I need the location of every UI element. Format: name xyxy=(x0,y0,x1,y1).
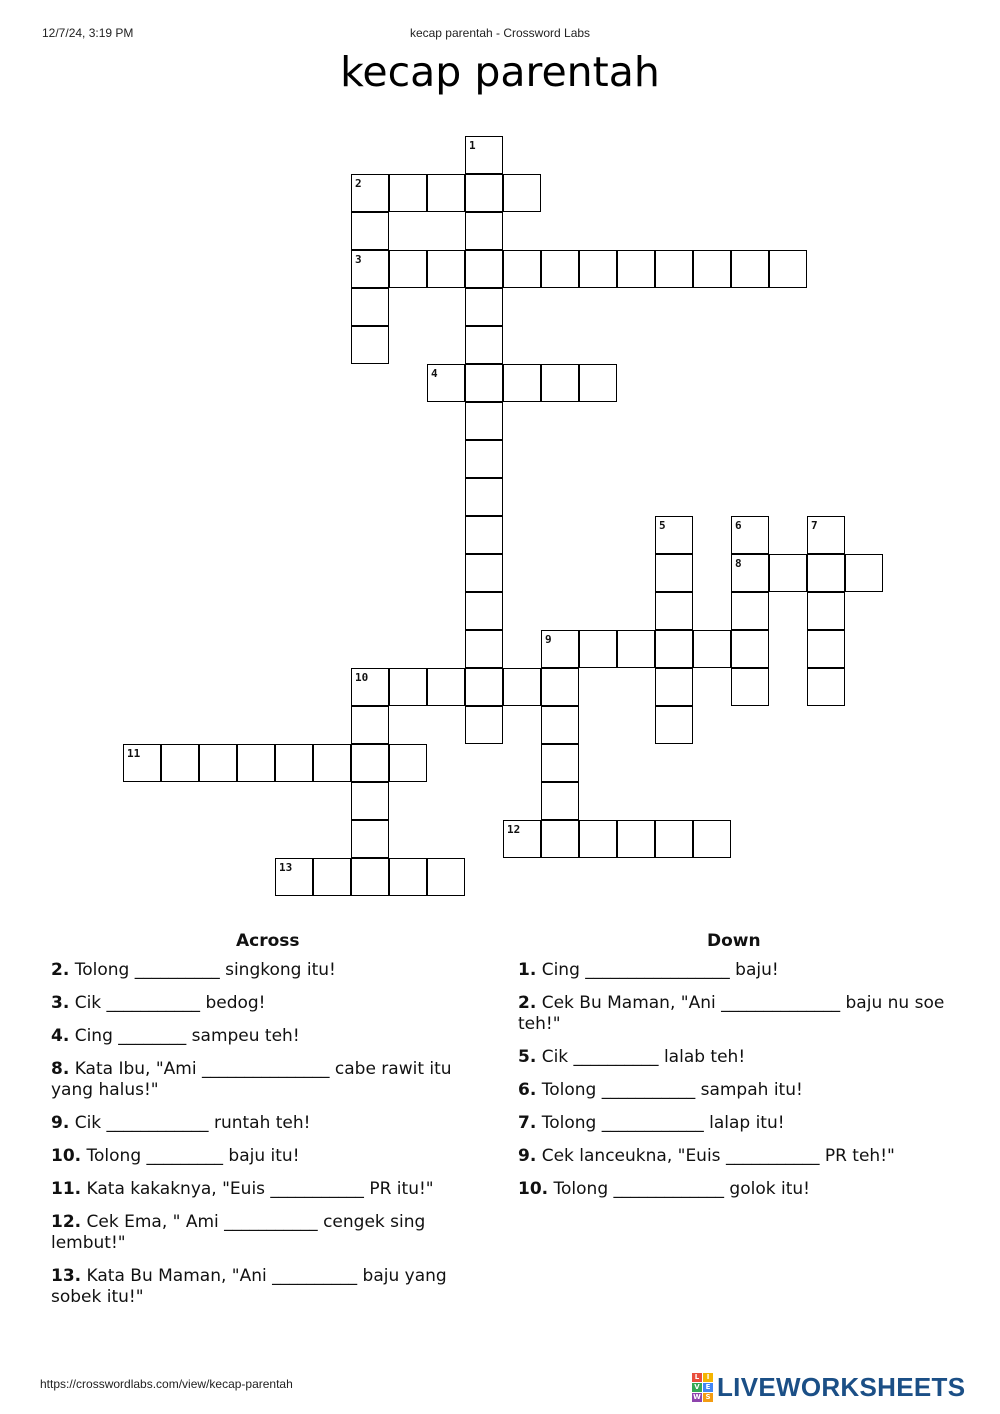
crossword-cell[interactable] xyxy=(427,364,465,402)
header-date: 12/7/24, 3:19 PM xyxy=(42,26,134,40)
crossword-cell[interactable] xyxy=(351,668,389,706)
clue-number: 4 xyxy=(431,367,438,380)
crossword-cell[interactable] xyxy=(655,706,693,744)
crossword-cell[interactable] xyxy=(427,250,465,288)
crossword-cell[interactable] xyxy=(693,820,731,858)
crossword-cell[interactable] xyxy=(655,630,693,668)
crossword-cell[interactable] xyxy=(617,250,655,288)
down-heading: Down xyxy=(707,931,761,951)
crossword-cell[interactable] xyxy=(465,630,503,668)
crossword-cell[interactable] xyxy=(313,858,351,896)
crossword-cell[interactable] xyxy=(465,402,503,440)
clue-number: 10 xyxy=(355,671,369,684)
crossword-cell[interactable] xyxy=(237,744,275,782)
logo-square: L xyxy=(692,1373,702,1382)
clue-number: 7 xyxy=(811,519,818,532)
crossword-cell[interactable] xyxy=(769,250,807,288)
crossword-cell[interactable] xyxy=(351,250,389,288)
logo-square: V xyxy=(692,1383,702,1392)
crossword-cell[interactable] xyxy=(579,630,617,668)
crossword-cell[interactable] xyxy=(617,630,655,668)
crossword-cell[interactable] xyxy=(351,326,389,364)
crossword-cell[interactable] xyxy=(465,212,503,250)
clue-across-13: 13. Kata Bu Maman, "Ani __________ baju yang sobek itu!" xyxy=(51,1266,447,1307)
clue-down-2: 2. Cek Bu Maman, "Ani ______________ baju nu soe teh!" xyxy=(518,993,945,1034)
liveworksheets-brand[interactable] xyxy=(692,1372,965,1402)
crossword-cell[interactable] xyxy=(465,592,503,630)
clue-across-2: 2. Tolong __________ singkong itu! xyxy=(51,960,336,980)
clue-across-9: 9. Cik ____________ runtah teh! xyxy=(51,1113,311,1133)
clue-across-11: 11. Kata kakaknya, "Euis ___________ PR itu!" xyxy=(51,1179,434,1199)
crossword-cell[interactable] xyxy=(351,706,389,744)
crossword-cell[interactable] xyxy=(351,174,389,212)
crossword-cell[interactable] xyxy=(693,630,731,668)
crossword-cell[interactable] xyxy=(541,706,579,744)
page-title: kecap parentah xyxy=(340,48,660,96)
crossword-cell[interactable] xyxy=(351,212,389,250)
clue-number: 11 xyxy=(127,747,141,760)
clue-down-1: 1. Cing _________________ baju! xyxy=(518,960,779,980)
crossword-cell[interactable] xyxy=(579,820,617,858)
crossword-cell[interactable] xyxy=(465,174,503,212)
crossword-cell[interactable] xyxy=(351,858,389,896)
crossword-cell[interactable] xyxy=(541,364,579,402)
clue-down-5: 5. Cik __________ lalab teh! xyxy=(518,1047,746,1067)
across-clue-list xyxy=(51,960,491,1320)
crossword-cell[interactable] xyxy=(389,174,427,212)
crossword-cell[interactable] xyxy=(807,554,845,592)
crossword-cell[interactable] xyxy=(845,554,883,592)
crossword-cell[interactable] xyxy=(199,744,237,782)
header-tab-title: kecap parentah - Crossword Labs xyxy=(409,26,591,40)
crossword-cell[interactable] xyxy=(807,592,845,630)
crossword-cell[interactable] xyxy=(807,630,845,668)
crossword-cell[interactable] xyxy=(427,174,465,212)
clue-number: 9 xyxy=(545,633,552,646)
liveworksheets-logo-icon xyxy=(692,1373,713,1402)
crossword-cell[interactable] xyxy=(731,250,769,288)
crossword-cell[interactable] xyxy=(769,554,807,592)
crossword-cell[interactable] xyxy=(351,744,389,782)
crossword-cell[interactable] xyxy=(731,554,769,592)
crossword-cell[interactable] xyxy=(655,820,693,858)
crossword-cell[interactable] xyxy=(389,668,427,706)
logo-square: I xyxy=(703,1373,713,1382)
crossword-cell[interactable] xyxy=(655,516,693,554)
crossword-cell[interactable] xyxy=(541,744,579,782)
crossword-cell[interactable] xyxy=(655,668,693,706)
crossword-cell[interactable] xyxy=(465,364,503,402)
crossword-cell[interactable] xyxy=(465,136,503,174)
clue-down-7: 7. Tolong ____________ lalap itu! xyxy=(518,1113,785,1133)
clue-number: 2 xyxy=(355,177,362,190)
crossword-cell[interactable] xyxy=(275,858,313,896)
crossword-cell[interactable] xyxy=(731,668,769,706)
clue-across-10: 10. Tolong _________ baju itu! xyxy=(51,1146,300,1166)
crossword-cell[interactable] xyxy=(503,820,541,858)
crossword-cell[interactable] xyxy=(427,858,465,896)
down-clue-list xyxy=(518,960,948,1212)
crossword-cell[interactable] xyxy=(655,554,693,592)
crossword-cell[interactable] xyxy=(389,858,427,896)
crossword-cell[interactable] xyxy=(731,592,769,630)
footer-url[interactable]: https://crosswordlabs.com/view/kecap-parentah xyxy=(40,1377,293,1391)
crossword-cell[interactable] xyxy=(389,744,427,782)
crossword-cell[interactable] xyxy=(465,668,503,706)
logo-square: S xyxy=(703,1393,713,1402)
crossword-cell[interactable] xyxy=(427,668,465,706)
clue-across-12: 12. Cek Ema, " Ami ___________ cengek sing lembut!" xyxy=(51,1212,426,1253)
clue-number: 12 xyxy=(507,823,521,836)
crossword-cell[interactable] xyxy=(541,668,579,706)
crossword-cell[interactable] xyxy=(351,288,389,326)
crossword-cell[interactable] xyxy=(465,288,503,326)
crossword-cell[interactable] xyxy=(541,820,579,858)
crossword-cell[interactable] xyxy=(617,820,655,858)
clue-number: 8 xyxy=(735,557,742,570)
across-heading: Across xyxy=(236,931,300,951)
crossword-cell[interactable] xyxy=(275,744,313,782)
crossword-cell[interactable] xyxy=(465,326,503,364)
crossword-cell[interactable] xyxy=(351,820,389,858)
crossword-cell[interactable] xyxy=(731,630,769,668)
crossword-cell[interactable] xyxy=(503,250,541,288)
crossword-cell[interactable] xyxy=(465,478,503,516)
crossword-cell[interactable] xyxy=(807,668,845,706)
crossword-cell[interactable] xyxy=(465,706,503,744)
clue-across-4: 4. Cing ________ sampeu teh! xyxy=(51,1026,300,1046)
clue-number: 3 xyxy=(355,253,362,266)
crossword-cell[interactable] xyxy=(389,250,427,288)
logo-square: W xyxy=(693,1392,701,1401)
clue-down-9: 9. Cek lanceukna, "Euis ___________ PR teh!" xyxy=(518,1146,895,1166)
crossword-cell[interactable] xyxy=(541,782,579,820)
crossword-cell[interactable] xyxy=(465,516,503,554)
brand-text: LIVEWORKSHEETS xyxy=(717,1371,966,1402)
crossword-cell[interactable] xyxy=(503,668,541,706)
crossword-cell[interactable] xyxy=(123,744,161,782)
clue-number: 6 xyxy=(735,519,742,532)
crossword-cell[interactable] xyxy=(313,744,351,782)
crossword-cell[interactable] xyxy=(579,364,617,402)
crossword-cell[interactable] xyxy=(503,364,541,402)
crossword-cell[interactable] xyxy=(807,516,845,554)
crossword-cell[interactable] xyxy=(541,630,579,668)
crossword-cell[interactable] xyxy=(655,592,693,630)
clue-number: 13 xyxy=(279,861,293,874)
crossword-cell[interactable] xyxy=(655,250,693,288)
crossword-cell[interactable] xyxy=(731,516,769,554)
clue-number: 5 xyxy=(659,519,666,532)
crossword-cell[interactable] xyxy=(465,250,503,288)
clue-across-8: 8. Kata Ibu, "Ami _______________ cabe rawit itu yang halus!" xyxy=(51,1059,452,1100)
logo-square: E xyxy=(703,1383,713,1392)
crossword-cell[interactable] xyxy=(465,440,503,478)
clue-down-10: 10. Tolong _____________ golok itu! xyxy=(518,1179,810,1199)
clue-number: 1 xyxy=(469,139,476,152)
crossword-cell[interactable] xyxy=(161,744,199,782)
crossword-cell[interactable] xyxy=(579,250,617,288)
crossword-cell[interactable] xyxy=(351,782,389,820)
clue-across-3: 3. Cik ___________ bedog! xyxy=(51,993,266,1013)
crossword-cell[interactable] xyxy=(541,250,579,288)
crossword-cell[interactable] xyxy=(465,554,503,592)
crossword-cell[interactable] xyxy=(693,250,731,288)
clue-down-6: 6. Tolong ___________ sampah itu! xyxy=(518,1080,803,1100)
crossword-cell[interactable] xyxy=(503,174,541,212)
